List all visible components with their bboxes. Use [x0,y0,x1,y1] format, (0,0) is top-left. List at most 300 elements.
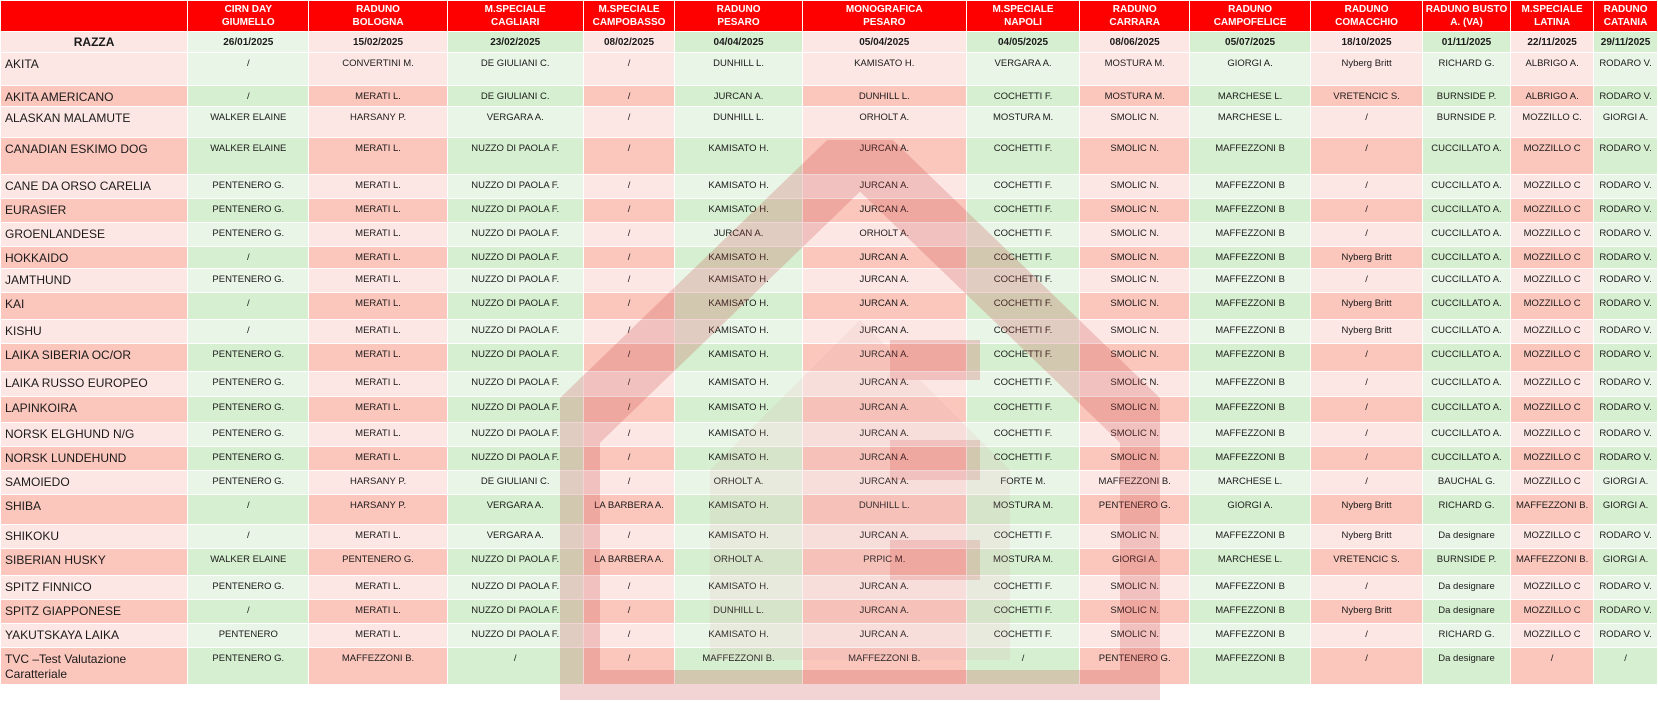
judge-cell: Nyberg Britt [1311,53,1423,86]
judge-cell: HARSANY P. [309,107,447,138]
judge-cell: / [583,293,674,320]
judge-cell: / [583,397,674,423]
judge-cell: PENTENERO G. [188,648,309,685]
judge-cell: MARCHESE L. [1189,471,1310,495]
judge-cell: / [1311,223,1423,247]
judge-cell: ALBRIGO A. [1511,86,1594,107]
judge-cell: KAMISATO H. [675,525,803,549]
table-row [1,344,1658,372]
judge-cell: PENTENERO G. [1080,648,1190,685]
judge-cell: GIORGI A. [1189,53,1310,86]
event-location: GIUMELLO [221,17,275,28]
judge-cell: COCHETTI F. [966,600,1080,624]
judge-cell: MOSTURA M. [1080,53,1190,86]
event-date: 05/07/2025 [1189,32,1310,53]
judge-cell: JURCAN A. [802,344,966,372]
event-location: CAGLIARI [491,17,540,28]
event-location: NAPOLI [1004,17,1042,28]
judge-cell: SMOLIC N. [1080,624,1190,648]
judge-cell: MOZZILLO C [1511,199,1594,223]
judge-cell: SMOLIC N. [1080,293,1190,320]
judge-cell: NUZZO DI PAOLA F. [447,344,583,372]
judge-cell: CUCCILLATO A. [1422,138,1510,175]
judge-cell: PENTENERO G. [188,175,309,199]
judge-cell: KAMISATO H. [675,247,803,269]
judge-cell: SMOLIC N. [1080,600,1190,624]
breed-name: CANADIAN ESKIMO DOG [1,138,188,175]
judge-cell: VRETENCIC S. [1311,86,1423,107]
judge-cell: MAFFEZZONI B [1189,293,1310,320]
judge-cell: CUCCILLATO A. [1422,223,1510,247]
judge-cell: MARCHESE L. [1189,549,1310,576]
event-date: 22/11/2025 [1511,32,1594,53]
judge-cell: COCHETTI F. [966,624,1080,648]
breed-name: NORSK LUNDEHUND [1,447,188,471]
event-header [583,1,674,32]
judge-cell: MOZZILLO C [1511,344,1594,372]
judge-cell: SMOLIC N. [1080,223,1190,247]
judge-cell: MAFFEZZONI B [1189,320,1310,344]
judge-cell: SMOLIC N. [1080,447,1190,471]
judge-cell: CUCCILLATO A. [1422,199,1510,223]
judge-cell: NUZZO DI PAOLA F. [447,175,583,199]
judge-cell: / [1311,344,1423,372]
judge-cell: MOZZILLO C [1511,175,1594,199]
judge-cell: SMOLIC N. [1080,320,1190,344]
event-type: RADUNO [1603,4,1648,15]
judge-cell: GIORGI A. [1594,549,1658,576]
judge-cell: RODARO V. [1594,320,1658,344]
event-location: BOLOGNA [352,17,404,28]
event-type: RADUNO [1112,4,1157,15]
judge-cell: SMOLIC N. [1080,199,1190,223]
judge-cell: Da designare [1422,648,1510,685]
judge-cell: CUCCILLATO A. [1422,344,1510,372]
judge-cell: / [583,86,674,107]
judge-cell: / [188,247,309,269]
judge-cell: GIORGI A. [1594,495,1658,525]
judge-cell: / [583,199,674,223]
judge-cell: COCHETTI F. [966,423,1080,447]
breed-name: CANE DA ORSO CARELIA [1,175,188,199]
judge-cell: COCHETTI F. [966,576,1080,600]
event-header [1422,1,1510,32]
judge-cell: MOSTURA M. [966,107,1080,138]
judge-cell: MOZZILLO C [1511,223,1594,247]
event-location: COMACCHIO [1335,17,1398,28]
judge-cell: MERATI L. [309,138,447,175]
judge-cell: JURCAN A. [802,576,966,600]
judge-cell: / [583,423,674,447]
judge-cell: MERATI L. [309,293,447,320]
judge-cell: Da designare [1422,525,1510,549]
judge-cell: SMOLIC N. [1080,576,1190,600]
judge-cell: DUNHILL L. [675,600,803,624]
judge-cell: MOZZILLO C [1511,600,1594,624]
judge-cell: JURCAN A. [802,600,966,624]
judge-cell: KAMISATO H. [675,447,803,471]
judge-cell: SMOLIC N. [1080,397,1190,423]
event-header [188,1,309,32]
event-location: CAMPOBASSO [592,17,666,28]
judge-cell: PENTENERO G. [188,423,309,447]
judge-cell: SMOLIC N. [1080,372,1190,397]
judge-cell: KAMISATO H. [675,423,803,447]
judge-cell: SMOLIC N. [1080,175,1190,199]
judge-cell: RICHARD G. [1422,495,1510,525]
judge-cell: MERATI L. [309,372,447,397]
judge-cell: COCHETTI F. [966,199,1080,223]
judge-cell: GIORGI A. [1080,549,1190,576]
judge-cell: KAMISATO H. [675,372,803,397]
table-row [1,53,1658,86]
judge-cell: ORHOLT A. [675,549,803,576]
judge-cell: / [188,525,309,549]
judge-cell: MERATI L. [309,397,447,423]
judge-cell: RODARO V. [1594,525,1658,549]
judge-cell: Nyberg Britt [1311,495,1423,525]
judge-cell: NUZZO DI PAOLA F. [447,447,583,471]
table-row [1,397,1658,423]
judge-cell: MOZZILLO C [1511,269,1594,293]
judge-cell: NUZZO DI PAOLA F. [447,293,583,320]
judge-cell: MERATI L. [309,624,447,648]
breeds-body [1,53,1658,685]
breed-name: EURASIER [1,199,188,223]
event-date: 01/11/2025 [1422,32,1510,53]
judge-cell: JURCAN A. [802,320,966,344]
judge-cell: MOSTURA M. [966,495,1080,525]
judge-cell: MOZZILLO C. [1511,107,1594,138]
judge-cell: NUZZO DI PAOLA F. [447,624,583,648]
judge-cell: MERATI L. [309,247,447,269]
judge-cell: RODARO V. [1594,624,1658,648]
judge-cell: NUZZO DI PAOLA F. [447,138,583,175]
judge-cell: RODARO V. [1594,53,1658,86]
judge-cell: NUZZO DI PAOLA F. [447,397,583,423]
judge-cell: RODARO V. [1594,175,1658,199]
judge-cell: MAFFEZZONI B [1189,138,1310,175]
judge-cell: MOSTURA M. [966,549,1080,576]
judge-cell: KAMISATO H. [675,344,803,372]
judge-cell: RICHARD G. [1422,53,1510,86]
judge-cell: JURCAN A. [802,138,966,175]
judge-cell: RODARO V. [1594,86,1658,107]
event-type: M.SPECIALE [992,4,1054,15]
judge-cell: MOZZILLO C [1511,372,1594,397]
judge-cell: MERATI L. [309,223,447,247]
judge-cell: / [188,293,309,320]
judge-cell: HARSANY P. [309,471,447,495]
judge-cell: / [583,320,674,344]
breed-name: SPITZ GIAPPONESE [1,600,188,624]
judge-cell: HARSANY P. [309,495,447,525]
table-row [1,269,1658,293]
event-header-row [1,1,1658,32]
judge-cell: CUCCILLATO A. [1422,269,1510,293]
breed-name: KISHU [1,320,188,344]
event-date: 26/01/2025 [188,32,309,53]
judge-cell: LA BARBERA A. [583,495,674,525]
event-type: M.SPECIALE [484,4,546,15]
judge-cell: KAMISATO H. [675,138,803,175]
judge-cell: NUZZO DI PAOLA F. [447,269,583,293]
judge-cell: GIORGI A. [1189,495,1310,525]
event-location: PESARO [717,17,760,28]
judge-cell: RICHARD G. [1422,624,1510,648]
judge-cell: Nyberg Britt [1311,293,1423,320]
judge-cell: RODARO V. [1594,447,1658,471]
judge-cell: PENTENERO G. [188,269,309,293]
judge-cell: MAFFEZZONI B. [802,648,966,685]
judge-cell: MERATI L. [309,600,447,624]
judge-cell: NUZZO DI PAOLA F. [447,423,583,447]
judge-cell: RODARO V. [1594,247,1658,269]
judge-cell: JURCAN A. [802,372,966,397]
breed-name: ALASKAN MALAMUTE [1,107,188,138]
event-location: CAMPOFELICE [1213,17,1287,28]
judge-cell: SMOLIC N. [1080,525,1190,549]
judge-cell: / [1311,471,1423,495]
event-type: RADUNO [1228,4,1273,15]
judge-cell: COCHETTI F. [966,138,1080,175]
event-header [966,1,1080,32]
judge-cell: MOZZILLO C [1511,576,1594,600]
judge-cell: KAMISATO H. [675,175,803,199]
judge-cell: MAFFEZZONI B [1189,247,1310,269]
judge-cell: Nyberg Britt [1311,320,1423,344]
table-row [1,175,1658,199]
judge-cell: Da designare [1422,600,1510,624]
judge-cell: MOSTURA M. [1080,86,1190,107]
judge-cell: MOZZILLO C [1511,525,1594,549]
judge-cell: MOZZILLO C [1511,447,1594,471]
breed-name: SHIBA [1,495,188,525]
judge-cell: MAFFEZZONI B [1189,344,1310,372]
judge-cell: RODARO V. [1594,293,1658,320]
judge-cell: / [583,247,674,269]
breed-name: LAIKA SIBERIA OC/OR [1,344,188,372]
judge-cell: MERATI L. [309,199,447,223]
judge-cell: COCHETTI F. [966,320,1080,344]
judge-cell: DUNHILL L. [675,107,803,138]
judge-cell: MAFFEZZONI B [1189,624,1310,648]
judge-cell: / [583,471,674,495]
judge-cell: CUCCILLATO A. [1422,175,1510,199]
judge-cell: RODARO V. [1594,138,1658,175]
judge-cell: / [583,576,674,600]
event-date: 08/06/2025 [1080,32,1190,53]
judge-cell: PENTENERO [188,624,309,648]
judge-cell: MERATI L. [309,344,447,372]
judge-cell: CUCCILLATO A. [1422,447,1510,471]
judge-cell: DUNHILL L. [675,53,803,86]
judge-cell: COCHETTI F. [966,86,1080,107]
table-row [1,86,1658,107]
judge-cell: BURNSIDE P. [1422,549,1510,576]
judge-cell: SMOLIC N. [1080,344,1190,372]
judge-cell: KAMISATO H. [802,53,966,86]
judge-cell: VERGARA A. [447,525,583,549]
date-row [1,32,1658,53]
event-header [1189,1,1310,32]
judge-cell: RODARO V. [1594,423,1658,447]
event-date: 08/02/2025 [583,32,674,53]
judge-cell: VERGARA A. [447,107,583,138]
event-location: A. (VA) [1450,17,1483,28]
judge-cell: NUZZO DI PAOLA F. [447,199,583,223]
judge-cell: RODARO V. [1594,223,1658,247]
event-location: CATANIA [1603,17,1648,28]
table-row [1,293,1658,320]
judge-cell: PENTENERO G. [1080,495,1190,525]
judge-cell: MERATI L. [309,525,447,549]
judge-cell: GIORGI A. [1594,471,1658,495]
event-date: 15/02/2025 [309,32,447,53]
judge-cell: MERATI L. [309,447,447,471]
judge-cell: BURNSIDE P. [1422,86,1510,107]
judge-cell: BURNSIDE P. [1422,107,1510,138]
judge-cell: MERATI L. [309,576,447,600]
judge-cell: MAFFEZZONI B. [675,648,803,685]
judge-cell: / [1311,107,1423,138]
table-row [1,600,1658,624]
judge-cell: PRPIC M. [802,549,966,576]
judge-cell: JURCAN A. [802,423,966,447]
table-row [1,372,1658,397]
event-type: RADUNO [356,4,400,15]
judge-cell: COCHETTI F. [966,372,1080,397]
table-row [1,624,1658,648]
breed-name: SAMOIEDO [1,471,188,495]
judge-cell: MAFFEZZONI B. [1511,549,1594,576]
event-type: RADUNO [716,4,761,15]
judge-cell: PENTENERO G. [188,223,309,247]
judge-cell: NUZZO DI PAOLA F. [447,600,583,624]
event-header [447,1,583,32]
judge-cell: WALKER ELAINE [188,549,309,576]
judge-cell: KAMISATO H. [675,397,803,423]
corner-cell [1,1,188,32]
judge-cell: JURCAN A. [802,447,966,471]
judge-cell: MAFFEZZONI B. [1511,495,1594,525]
judge-cell: MAFFEZZONI B [1189,372,1310,397]
judge-cell: JURCAN A. [802,175,966,199]
judge-cell: / [583,107,674,138]
event-type: M.SPECIALE [1521,4,1583,15]
breed-name: AKITA [1,53,188,86]
judge-cell: NUZZO DI PAOLA F. [447,320,583,344]
judge-cell: ALBRIGO A. [1511,53,1594,86]
judge-cell: MAFFEZZONI B. [309,648,447,685]
judge-cell: NUZZO DI PAOLA F. [447,223,583,247]
judge-cell: / [1311,447,1423,471]
judge-cell: PENTENERO G. [188,372,309,397]
breed-name: AKITA AMERICANO [1,86,188,107]
judge-cell: COCHETTI F. [966,175,1080,199]
judge-cell: / [583,447,674,471]
judge-cell: MERATI L. [309,423,447,447]
breed-name: YAKUTSKAYA LAIKA [1,624,188,648]
judge-cell: NUZZO DI PAOLA F. [447,247,583,269]
judge-cell: / [1594,648,1658,685]
judge-cell: / [583,648,674,685]
breed-name: GROENLANDESE [1,223,188,247]
breed-name: SIBERIAN HUSKY [1,549,188,576]
judge-cell: CUCCILLATO A. [1422,293,1510,320]
judge-cell: / [1311,423,1423,447]
judge-cell: / [1311,138,1423,175]
judge-cell: MOZZILLO C [1511,471,1594,495]
event-header [309,1,447,32]
judge-cell: JURCAN A. [802,293,966,320]
judge-cell: MAFFEZZONI B [1189,175,1310,199]
judge-cell: / [966,648,1080,685]
judge-cell: SMOLIC N. [1080,269,1190,293]
judge-cell: KAMISATO H. [675,199,803,223]
table-row [1,495,1658,525]
table-row [1,576,1658,600]
event-type: RADUNO [1344,4,1389,15]
table-row [1,549,1658,576]
judge-cell: CUCCILLATO A. [1422,247,1510,269]
table-row [1,648,1658,685]
judge-cell: DE GIULIANI C. [447,86,583,107]
judge-cell: MAFFEZZONI B [1189,423,1310,447]
judge-cell: MAFFEZZONI B [1189,223,1310,247]
judge-cell: VERGARA A. [447,495,583,525]
judge-cell: / [1311,576,1423,600]
judge-cell: COCHETTI F. [966,344,1080,372]
judge-cell: MERATI L. [309,175,447,199]
judge-cell: MAFFEZZONI B [1189,525,1310,549]
judge-cell: KAMISATO H. [675,495,803,525]
judge-cell: RODARO V. [1594,269,1658,293]
judge-cell: JURCAN A. [675,223,803,247]
judge-cell: RODARO V. [1594,600,1658,624]
judge-cell: COCHETTI F. [966,247,1080,269]
event-type: CIRN DAY [224,4,272,15]
judge-cell: PENTENERO G. [188,344,309,372]
breed-name: JAMTHUND [1,269,188,293]
judge-cell: NUZZO DI PAOLA F. [447,549,583,576]
breed-name: LAIKA RUSSO EUROPEO [1,372,188,397]
judge-cell: / [188,320,309,344]
judge-cell: NUZZO DI PAOLA F. [447,372,583,397]
judge-cell: KAMISATO H. [675,576,803,600]
event-location: CARRARA [1109,17,1160,28]
table-row [1,138,1658,175]
table-row [1,447,1658,471]
judge-cell: GIORGI A. [1594,107,1658,138]
judge-cell: / [1311,175,1423,199]
judge-cell: MAFFEZZONI B [1189,576,1310,600]
judge-cell: MOZZILLO C [1511,293,1594,320]
judge-cell: CONVERTINI M. [309,53,447,86]
breed-name: KAI [1,293,188,320]
judge-cell: DUNHILL L. [802,86,966,107]
table-row [1,423,1658,447]
judge-cell: / [583,223,674,247]
judge-cell: COCHETTI F. [966,397,1080,423]
judge-cell: ORHOLT A. [802,223,966,247]
judge-cell: VERGARA A. [966,53,1080,86]
judge-cell: COCHETTI F. [966,447,1080,471]
judge-cell: KAMISATO H. [675,269,803,293]
judge-cell: SMOLIC N. [1080,138,1190,175]
judge-cell: JURCAN A. [802,624,966,648]
judge-cell: / [583,344,674,372]
